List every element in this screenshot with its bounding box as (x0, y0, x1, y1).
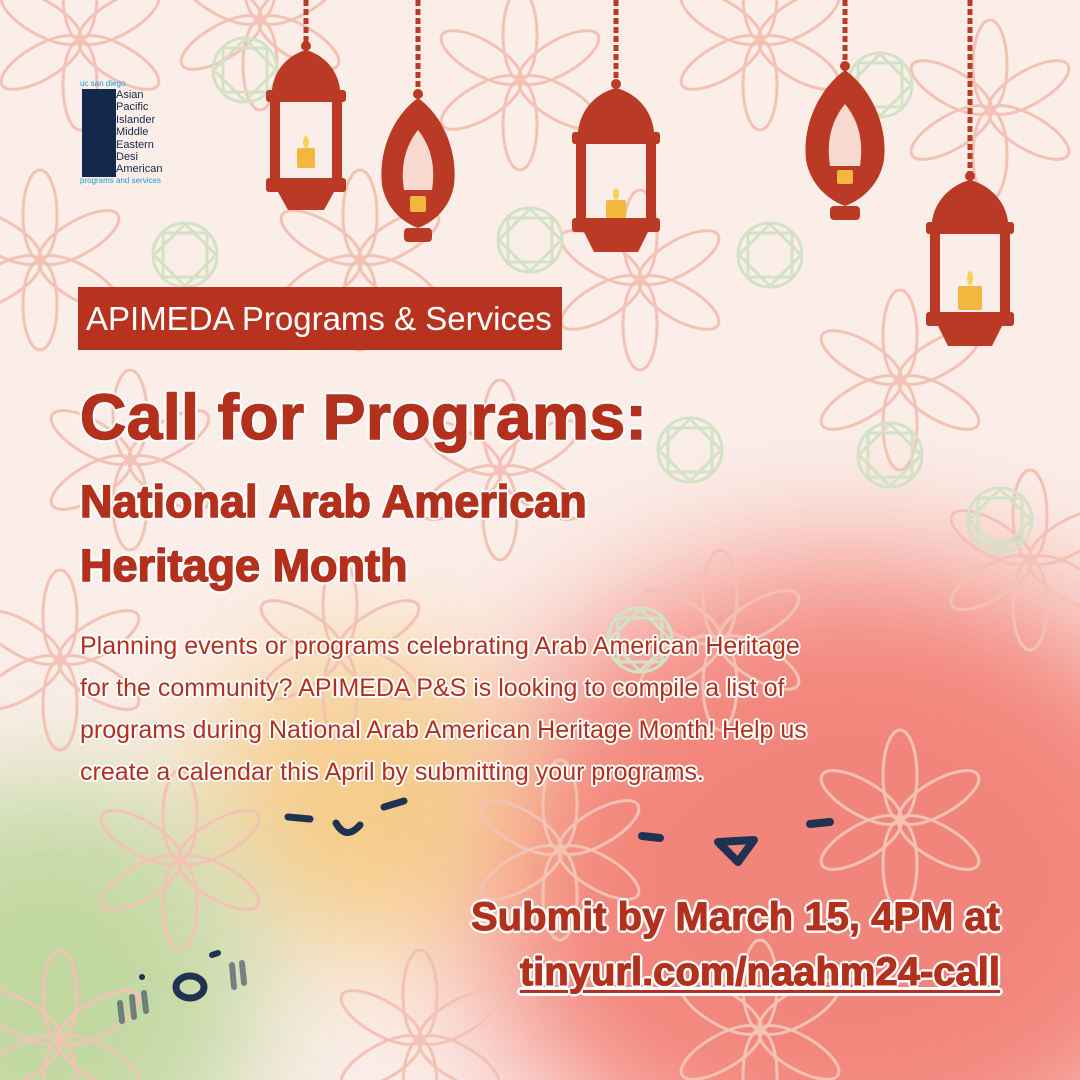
logo-word: Islander (116, 113, 156, 126)
deadline-text: Submit by March 15, 4PM at (470, 895, 1000, 939)
logo-top-line: uc san diego (80, 79, 126, 88)
apimeda-logo (80, 80, 180, 190)
body-text-line: for the community? APIMEDA P&S is looking to compile a list of (80, 674, 785, 702)
logo-word: Eastern (116, 138, 154, 151)
laughing-face-icon (630, 810, 850, 880)
smiling-face-icon (280, 795, 420, 855)
page-subtitle-line-1: National Arab American (80, 476, 587, 527)
page-title: Call for Programs: (80, 381, 648, 453)
body-text-line: Planning events or programs celebrating Arab American Heritage (80, 632, 800, 660)
logo-bar (82, 89, 116, 177)
lantern-icon (376, 0, 460, 250)
submission-link[interactable]: tinyurl.com/naahm24-call (519, 950, 1000, 994)
logo-word: Middle (116, 126, 149, 139)
lantern-icon (920, 0, 1020, 360)
body-text-line: programs during National Arab American Heritage Month! Help us (80, 716, 807, 744)
lantern-icon (566, 0, 666, 270)
logo-words (116, 89, 162, 176)
lantern-icon (800, 0, 890, 230)
logo-word: Asian (116, 89, 144, 101)
lantern-icon (258, 0, 354, 220)
body-text-line: create a calendar this April by submitting your programs. (80, 758, 704, 786)
logo-word: Pacific (116, 101, 149, 114)
page-subtitle-line-2: Heritage Month (80, 540, 408, 591)
org-banner: APIMEDA Programs & Services (78, 287, 562, 350)
logo-bottom-line: programs and services (80, 176, 161, 185)
logo-word: American (116, 163, 163, 176)
surprised-face-icon (112, 945, 272, 1035)
logo-word: Desi (116, 151, 139, 164)
